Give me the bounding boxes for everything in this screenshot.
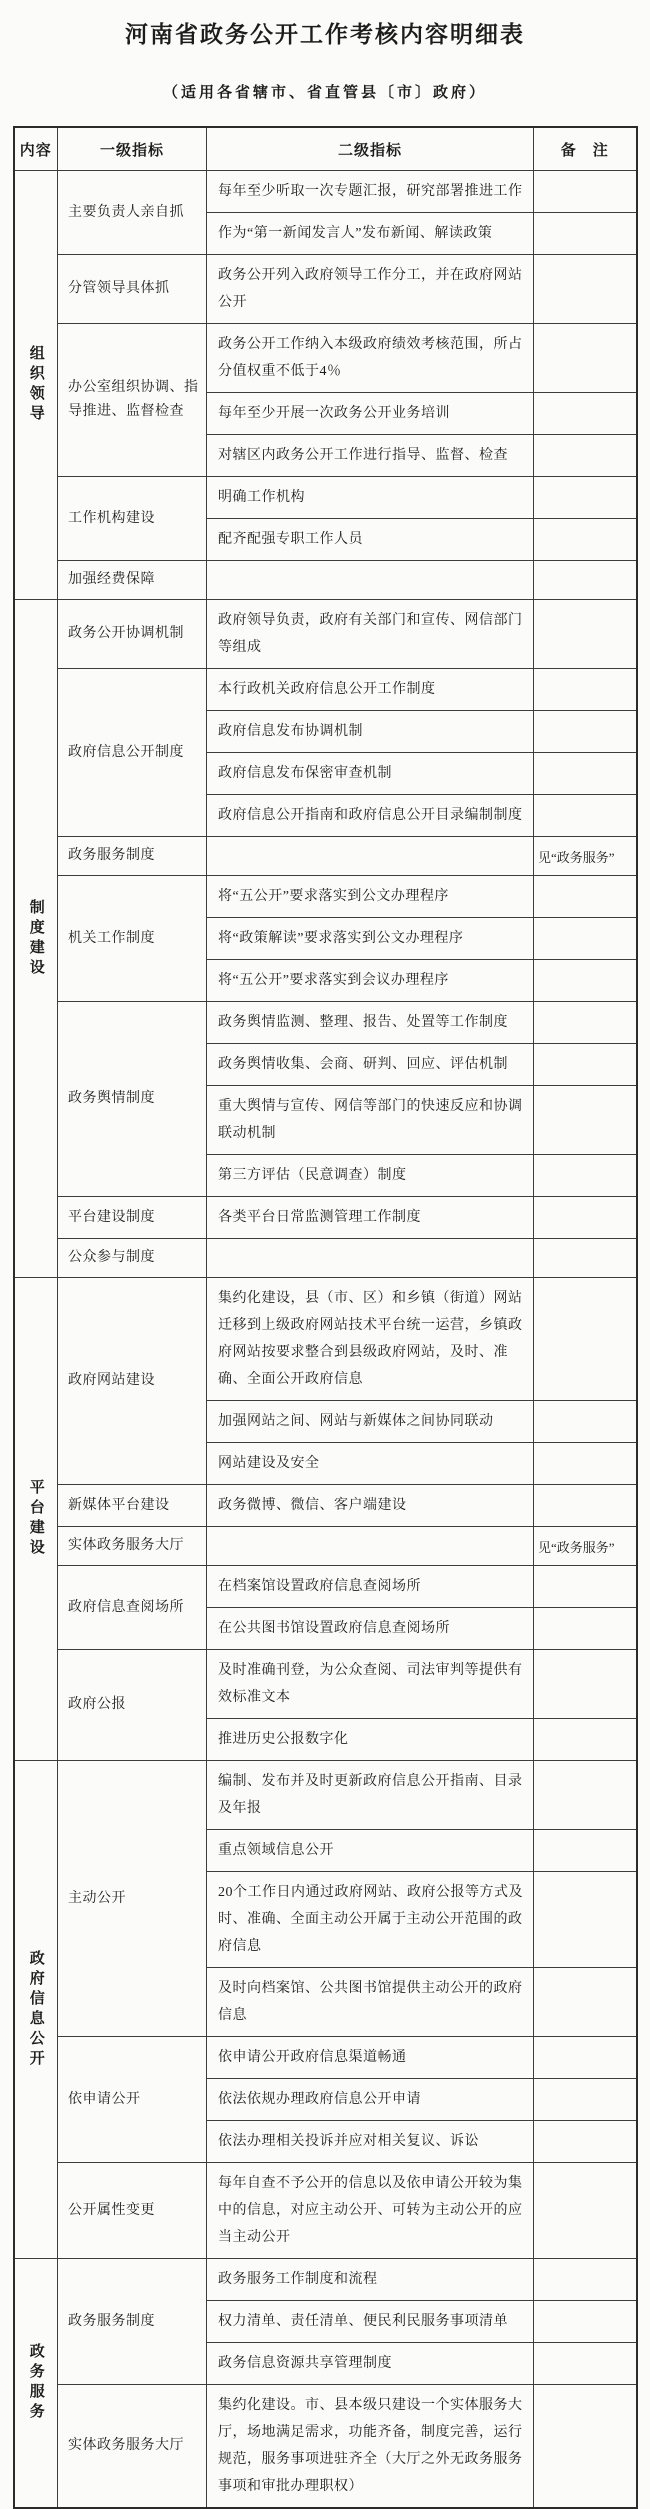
header-row — [14, 127, 637, 171]
level2-indicator-cell: 将“五公开”要求落实到会议办理程序 — [207, 960, 534, 1002]
level2-indicator-cell: 及时准确刊登，为公众查阅、司法审判等提供有效标准文本 — [207, 1650, 534, 1719]
level1-indicator-cell: 新媒体平台建设 — [58, 1485, 207, 1527]
content-header: 内容 — [14, 127, 58, 171]
remark-cell — [534, 213, 637, 255]
level2-indicator-cell: 编制、发布并及时更新政府信息公开指南、目录及年报 — [207, 1761, 534, 1830]
remark-cell — [534, 1566, 637, 1608]
table-row — [14, 2259, 637, 2301]
table-row — [14, 1002, 637, 1044]
level1-indicator-cell: 平台建设制度 — [58, 1197, 207, 1239]
level2-indicator-cell: 作为“第一新闻发言人”发布新闻、解读政策 — [207, 213, 534, 255]
remark-cell: 见“政务服务” — [534, 837, 637, 876]
level2-indicator-cell: 第三方评估（民意调查）制度 — [207, 1155, 534, 1197]
level2-indicator-cell: 权力清单、责任清单、便民利民服务事项清单 — [207, 2301, 534, 2343]
table-row — [14, 561, 637, 600]
remark-cell — [534, 711, 637, 753]
table-body — [14, 171, 637, 2509]
level1-indicator-cell: 依申请公开 — [58, 2037, 207, 2163]
table-row — [14, 324, 637, 393]
remark-cell — [534, 1239, 637, 1278]
remark-cell — [534, 435, 637, 477]
section-cell — [14, 600, 58, 1278]
level2-indicator-cell: 20个工作日内通过政府网站、政府公报等方式及时、准确、全面主动公开属于主动公开范围的政府信息 — [207, 1872, 534, 1968]
remark-cell — [534, 1443, 637, 1485]
remark-cell — [534, 1608, 637, 1650]
level2-indicator-cell: 政务服务工作制度和流程 — [207, 2259, 534, 2301]
remark-cell — [534, 1650, 637, 1719]
level2-indicator-cell: 政务信息资源共享管理制度 — [207, 2343, 534, 2385]
table-row — [14, 1566, 637, 1608]
level2-indicator-cell: 依法办理相关投诉并应对相关复议、诉讼 — [207, 2121, 534, 2163]
remark-cell — [534, 2301, 637, 2343]
remark-cell — [534, 477, 637, 519]
remark-cell — [534, 255, 637, 324]
level2-indicator-cell — [207, 1527, 534, 1566]
remark-cell: 见“政务服务” — [534, 1527, 637, 1566]
remark-cell — [534, 753, 637, 795]
level2-indicator-cell: 政务舆情收集、会商、研判、回应、评估机制 — [207, 1044, 534, 1086]
level2-indicator-cell: 政务舆情监测、整理、报告、处置等工作制度 — [207, 1002, 534, 1044]
level2-indicator-cell: 加强网站之间、网站与新媒体之间协同联动 — [207, 1401, 534, 1443]
remark-cell — [534, 2343, 637, 2385]
table-row — [14, 477, 637, 519]
level2-indicator-cell: 网站建设及安全 — [207, 1443, 534, 1485]
level2-indicator-cell — [207, 837, 534, 876]
table-row — [14, 1650, 637, 1719]
remark-cell — [534, 669, 637, 711]
table-row — [14, 2037, 637, 2079]
level2-indicator-cell: 依申请公开政府信息渠道畅通 — [207, 2037, 534, 2079]
level1-indicator-cell: 政府信息查阅场所 — [58, 1566, 207, 1650]
remark-cell — [534, 1086, 637, 1155]
table-row — [14, 171, 637, 213]
level2-indicator-cell: 集约化建设。市、县本级只建设一个实体服务大厅，场地满足需求，功能齐备，制度完善，运行规范，服务事项进驻齐全（大厅之外无政务服务事项和审批办理职权） — [207, 2385, 534, 2509]
level2-indicator-cell: 政府领导负责，政府有关部门和宣传、网信部门等组成 — [207, 600, 534, 669]
level2-indicator-cell: 政府信息发布保密审查机制 — [207, 753, 534, 795]
section-cell — [14, 171, 58, 600]
level1-header: 一级指标 — [58, 127, 207, 171]
remark-cell — [534, 1968, 637, 2037]
section-label: 政务服务 — [27, 2343, 44, 2423]
level2-indicator-cell: 及时向档案馆、公共图书馆提供主动公开的政府信息 — [207, 1968, 534, 2037]
remark-cell — [534, 1278, 637, 1401]
level2-indicator-cell: 依法依规办理政府信息公开申请 — [207, 2079, 534, 2121]
level1-indicator-cell: 政府信息公开制度 — [58, 669, 207, 837]
level2-indicator-cell: 在档案馆设置政府信息查阅场所 — [207, 1566, 534, 1608]
level2-indicator-cell: 本行政机关政府信息公开工作制度 — [207, 669, 534, 711]
remark-cell — [534, 1830, 637, 1872]
remark-cell — [534, 1002, 637, 1044]
remark-cell — [534, 1155, 637, 1197]
page-title: 河南省政务公开工作考核内容明细表 — [125, 22, 525, 47]
level2-indicator-cell — [207, 561, 534, 600]
section-cell — [14, 1278, 58, 1761]
remark-cell — [534, 1197, 637, 1239]
remark-cell — [534, 918, 637, 960]
remark-cell — [534, 1485, 637, 1527]
table-row — [14, 2163, 637, 2259]
remark-cell — [534, 1872, 637, 1968]
remark-cell — [534, 1401, 637, 1443]
table-row — [14, 1239, 637, 1278]
level2-header: 二级指标 — [207, 127, 534, 171]
level2-indicator-cell: 明确工作机构 — [207, 477, 534, 519]
level1-indicator-cell: 公众参与制度 — [58, 1239, 207, 1278]
level1-indicator-cell: 主要负责人亲自抓 — [58, 171, 207, 255]
remark-cell — [534, 171, 637, 213]
table-row — [14, 600, 637, 669]
level2-indicator-cell: 政府信息公开指南和政府信息公开目录编制制度 — [207, 795, 534, 837]
remark-cell — [534, 519, 637, 561]
level1-indicator-cell: 政务舆情制度 — [58, 1002, 207, 1197]
level1-indicator-cell: 办公室组织协调、指导推进、监督检查 — [58, 324, 207, 477]
level2-indicator-cell: 每年自查不予公开的信息以及依申请公开较为集中的信息，对应主动公开、可转为主动公开的应当主动公开 — [207, 2163, 534, 2259]
level2-indicator-cell: 对辖区内政务公开工作进行指导、监督、检查 — [207, 435, 534, 477]
level1-indicator-cell: 实体政务服务大厅 — [58, 2385, 207, 2509]
level2-indicator-cell: 将“政策解读”要求落实到公文办理程序 — [207, 918, 534, 960]
remark-cell — [534, 2163, 637, 2259]
table-row — [14, 876, 637, 918]
level2-indicator-cell — [207, 1239, 534, 1278]
remark-cell — [534, 1761, 637, 1830]
section-cell — [14, 2259, 58, 2509]
table-row — [14, 2385, 637, 2509]
remark-cell — [534, 2385, 637, 2509]
table-row — [14, 1197, 637, 1239]
table-row — [14, 1485, 637, 1527]
table-row — [14, 1761, 637, 1830]
section-label: 政府信息公开 — [27, 1949, 44, 2070]
level1-indicator-cell: 政务服务制度 — [58, 2259, 207, 2385]
table-row — [14, 255, 637, 324]
level2-indicator-cell: 重大舆情与宣传、网信等部门的快速反应和协调联动机制 — [207, 1086, 534, 1155]
remark-cell — [534, 324, 637, 393]
page-subtitle: （适用各省辖市、省直管县〔市〕政府） — [162, 85, 487, 101]
level1-indicator-cell: 分管领导具体抓 — [58, 255, 207, 324]
level2-indicator-cell: 政府信息发布协调机制 — [207, 711, 534, 753]
remark-cell — [534, 876, 637, 918]
remark-cell — [534, 1044, 637, 1086]
remark-cell — [534, 561, 637, 600]
remark-cell — [534, 960, 637, 1002]
level2-indicator-cell: 政务公开工作纳入本级政府绩效考核范围，所占分值权重不低于4％ — [207, 324, 534, 393]
level2-indicator-cell: 集约化建设，县（市、区）和乡镇（街道）网站迁移到上级政府网站技术平台统一运营，乡镇政府网站按要求整合到县级政府网站，及时、准确、全面公开政府信息 — [207, 1278, 534, 1401]
level2-indicator-cell: 推进历史公报数字化 — [207, 1719, 534, 1761]
remark-cell — [534, 393, 637, 435]
level2-indicator-cell: 配齐配强专职工作人员 — [207, 519, 534, 561]
level2-indicator-cell: 重点领域信息公开 — [207, 1830, 534, 1872]
remark-cell — [534, 2037, 637, 2079]
level1-indicator-cell: 主动公开 — [58, 1761, 207, 2037]
section-label: 制度建设 — [27, 898, 44, 979]
table-row — [14, 669, 637, 711]
table-row — [14, 1278, 637, 1401]
section-label: 平台建设 — [27, 1479, 44, 1559]
remark-cell — [534, 2259, 637, 2301]
level1-indicator-cell: 政府网站建设 — [58, 1278, 207, 1485]
level2-indicator-cell: 每年至少听取一次专题汇报，研究部署推进工作 — [207, 171, 534, 213]
level1-indicator-cell: 加强经费保障 — [58, 561, 207, 600]
section-label: 组织领导 — [27, 345, 44, 425]
remark-cell — [534, 795, 637, 837]
section-cell — [14, 1761, 58, 2259]
level2-indicator-cell: 政务微博、微信、客户端建设 — [207, 1485, 534, 1527]
level2-indicator-cell: 将“五公开”要求落实到公文办理程序 — [207, 876, 534, 918]
level1-indicator-cell: 政务公开协调机制 — [58, 600, 207, 669]
remark-cell — [534, 600, 637, 669]
level1-indicator-cell: 政务服务制度 — [58, 837, 207, 876]
level1-indicator-cell: 机关工作制度 — [58, 876, 207, 1002]
level2-indicator-cell: 每年至少开展一次政务公开业务培训 — [207, 393, 534, 435]
level2-indicator-cell: 各类平台日常监测管理工作制度 — [207, 1197, 534, 1239]
remark-cell — [534, 2121, 637, 2163]
assessment-table — [13, 126, 638, 2509]
table-row — [14, 837, 637, 876]
level2-indicator-cell: 在公共图书馆设置政府信息查阅场所 — [207, 1608, 534, 1650]
remark-header: 备 注 — [534, 127, 637, 171]
level1-indicator-cell: 实体政务服务大厅 — [58, 1527, 207, 1566]
remark-cell — [534, 2079, 637, 2121]
table-row — [14, 1527, 637, 1566]
remark-cell — [534, 1719, 637, 1761]
level1-indicator-cell: 公开属性变更 — [58, 2163, 207, 2259]
level2-indicator-cell: 政务公开列入政府领导工作分工，并在政府网站公开 — [207, 255, 534, 324]
level1-indicator-cell: 工作机构建设 — [58, 477, 207, 561]
level1-indicator-cell: 政府公报 — [58, 1650, 207, 1761]
